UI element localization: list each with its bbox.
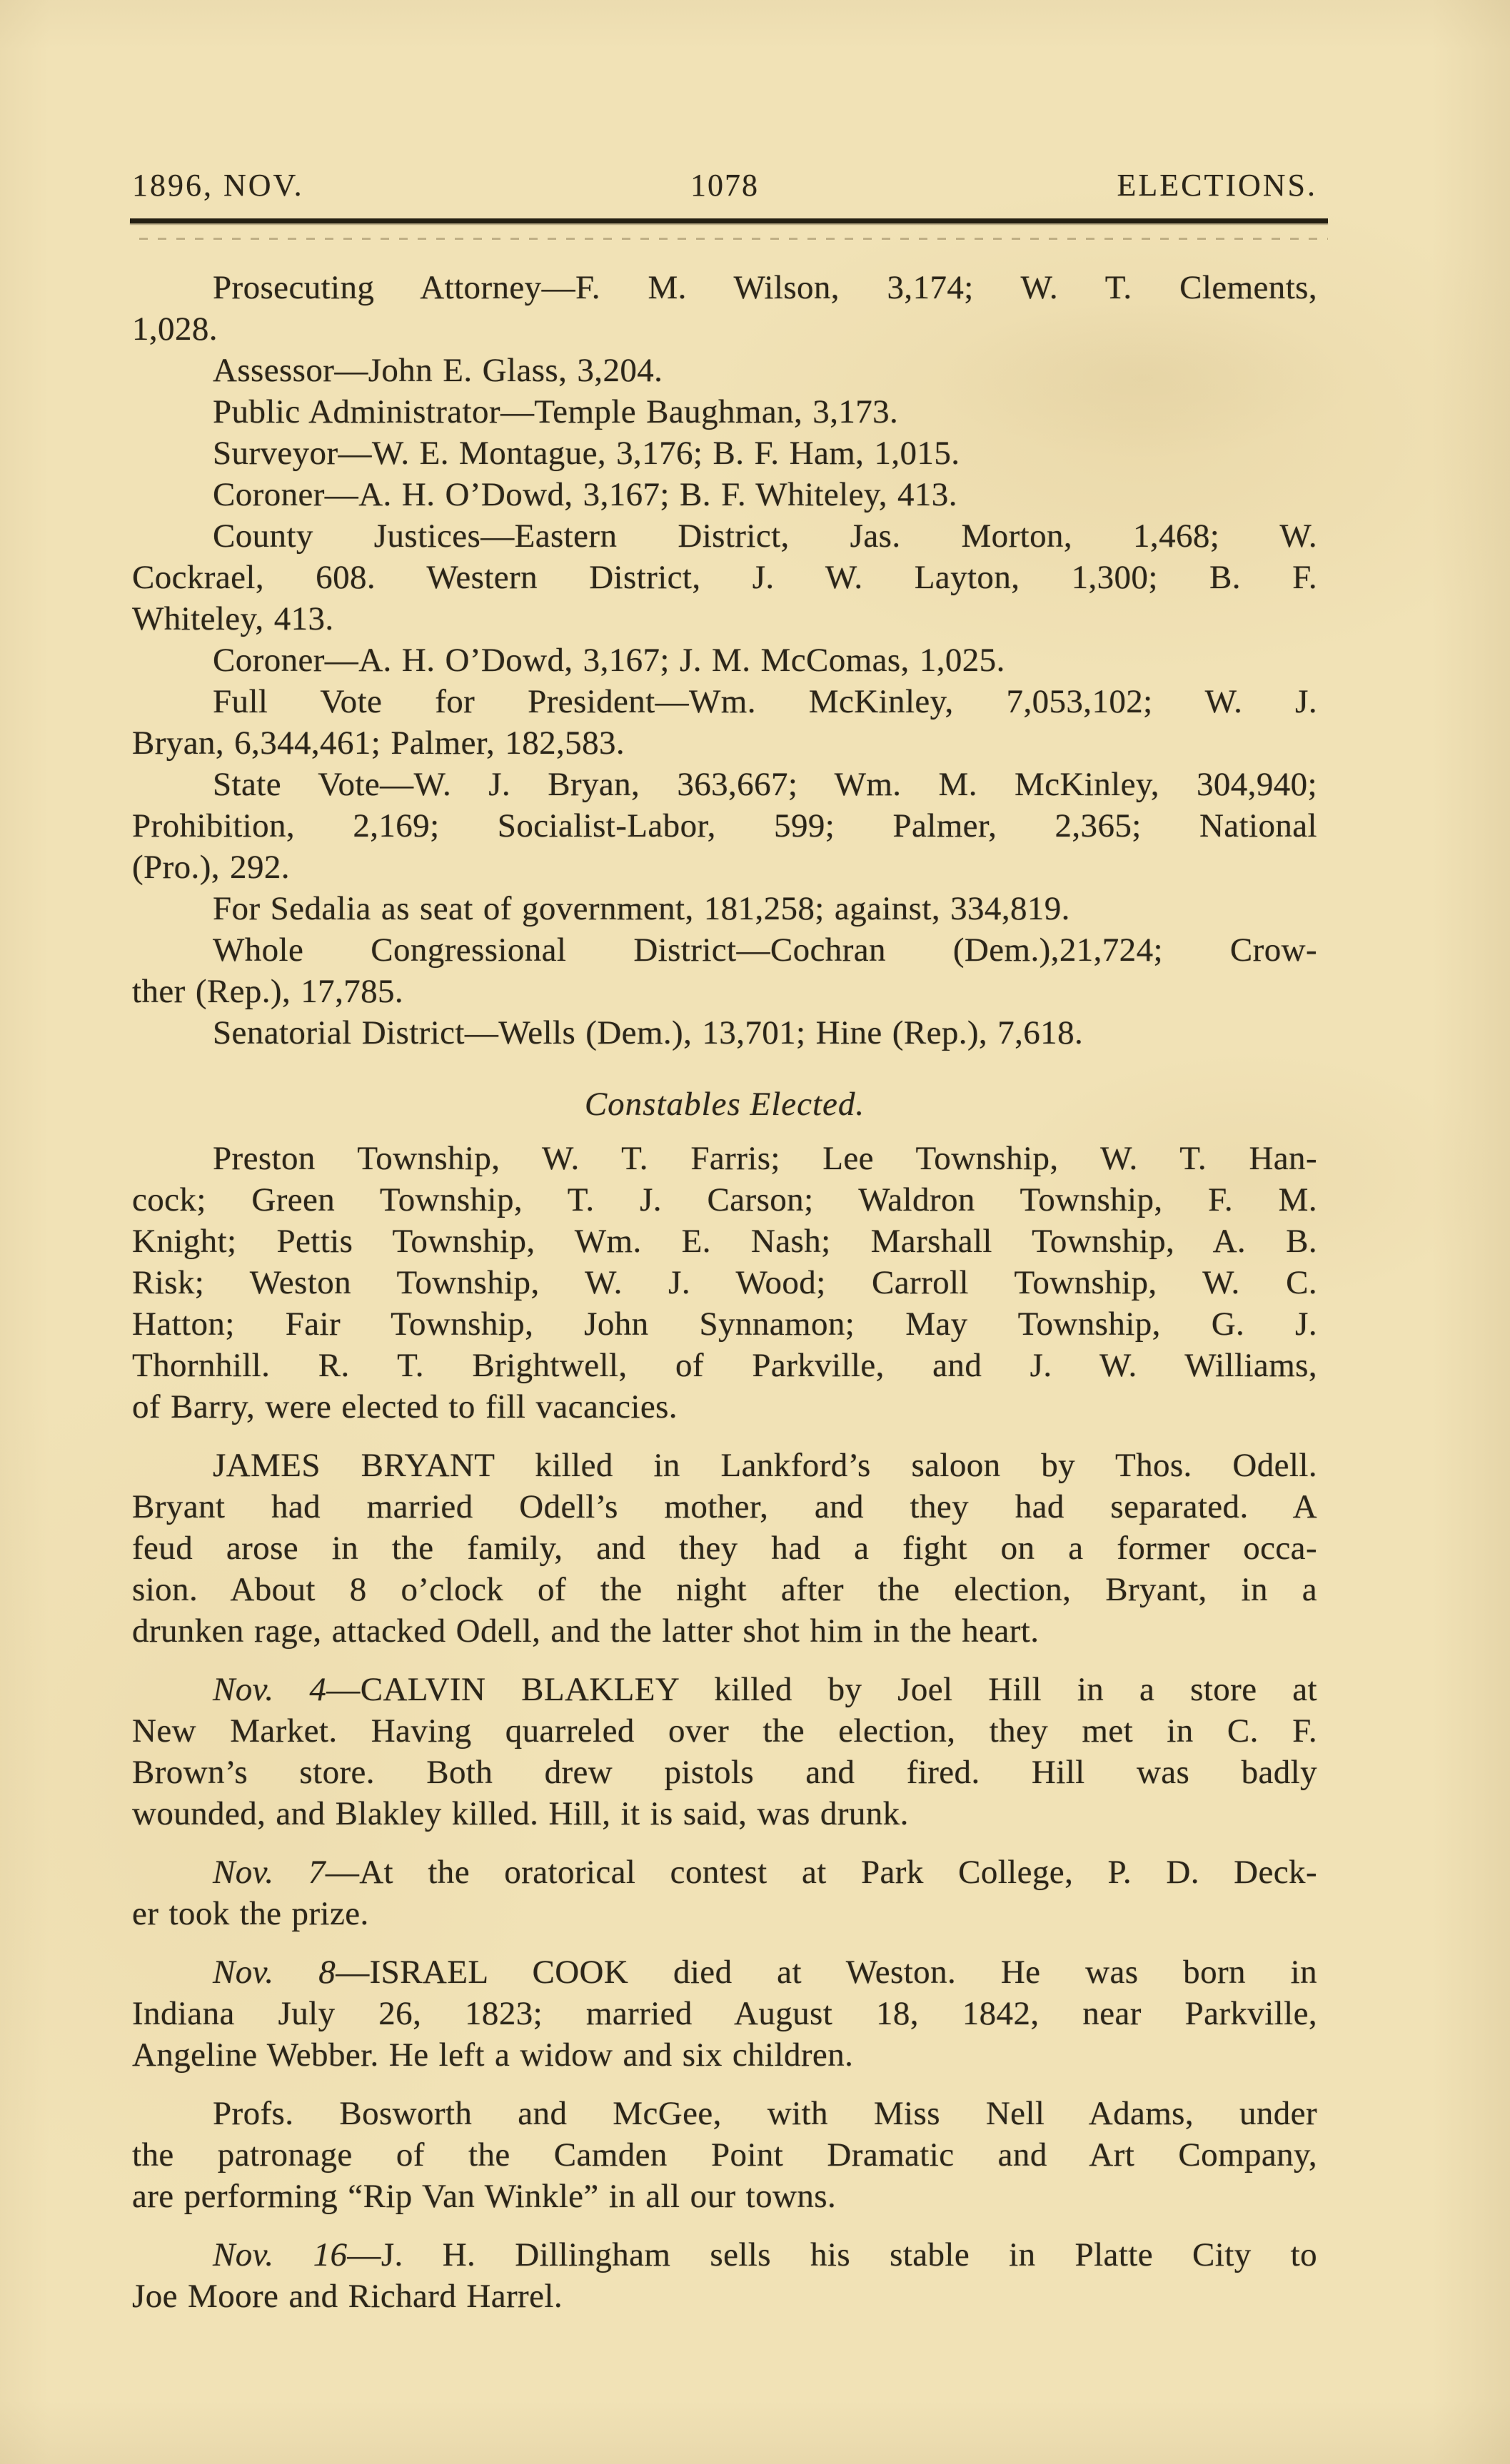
text-line: New Market. Having quarreled over the election, they met in C. F. — [132, 1712, 1317, 1749]
text-line: Whole Congressional District—Cochran (Dem.),21,724; Crow- — [213, 931, 1317, 969]
paragraph — [132, 681, 1317, 764]
running-header — [132, 170, 1317, 201]
text-line: Brown’s store. Both drew pistols and fired. Hill was badly — [132, 1754, 1317, 1791]
text-line: Senatorial District—Wells (Dem.), 13,701; Hine (Rep.), 7,618. — [213, 1014, 1084, 1051]
text-line: 1,028. — [132, 310, 218, 348]
paragraph — [132, 1669, 1317, 1834]
paragraph — [132, 433, 1317, 474]
header-rule — [130, 218, 1328, 223]
header-section-title: ELECTIONS. — [1117, 168, 1317, 203]
text-line: er took the prize. — [132, 1895, 369, 1932]
text-line: Prohibition, 2,169; Socialist-Labor, 599; Palmer, 2,365; National — [132, 807, 1317, 844]
text-line: Nov. 8—ISRAEL COOK died at Weston. He was born in — [213, 1954, 1317, 1991]
text-line: For Sedalia as seat of government, 181,258; against, 334,819. — [213, 890, 1070, 927]
paragraph — [132, 2234, 1317, 2317]
paragraph — [132, 640, 1317, 681]
paragraph — [132, 888, 1317, 929]
text-line: Cockrael, 608. Western District, J. W. Layton, 1,300; B. F. — [132, 559, 1317, 596]
text-line: drunken rage, attacked Odell, and the latter shot him in the heart. — [132, 1612, 1040, 1650]
text-line: Preston Township, W. T. Farris; Lee Township, W. T. Han- — [213, 1140, 1317, 1177]
text-line: are performing “Rip Van Winkle” in all our towns. — [132, 2178, 837, 2215]
text-line: Thornhill. R. T. Brightwell, of Parkville, and J. W. Williams, — [132, 1347, 1317, 1384]
date-lead: Nov. 8 — [213, 1954, 336, 1991]
text-line: Risk; Weston Township, W. J. Wood; Carroll Township, W. C. — [132, 1264, 1317, 1301]
date-lead: Nov. 7 — [213, 1854, 326, 1891]
paragraph — [132, 764, 1317, 888]
page-text — [132, 267, 1317, 2317]
date-lead: Nov. 4 — [213, 1671, 327, 1708]
header-rule-ghost — [139, 238, 1328, 240]
paragraph — [132, 515, 1317, 640]
text-line: Nov. 7—At the oratorical contest at Park College, P. D. Deck- — [213, 1854, 1317, 1891]
paragraph — [132, 2093, 1317, 2217]
text-line: Coroner—A. H. O’Dowd, 3,167; B. F. Whiteley, 413. — [213, 476, 957, 513]
text-line: Coroner—A. H. O’Dowd, 3,167; J. M. McComas, 1,025. — [213, 642, 1005, 679]
paragraph — [132, 1012, 1317, 1054]
text-line: State Vote—W. J. Bryan, 363,667; Wm. M. McKinley, 304,940; — [213, 766, 1317, 803]
text-line: Whiteley, 413. — [132, 600, 334, 637]
text-line: Bryan, 6,344,461; Palmer, 182,583. — [132, 724, 625, 762]
text-line: Nov. 16—J. H. Dillingham sells his stable in Platte City to — [213, 2236, 1317, 2273]
text-line: feud arose in the family, and they had a fight on a former occa- — [132, 1530, 1317, 1567]
text-line: Bryant had married Odell’s mother, and they had separated. A — [132, 1488, 1317, 1525]
text-line: Public Administrator—Temple Baughman, 3,173. — [213, 393, 899, 430]
section-heading: Constables Elected. — [584, 1086, 865, 1123]
paragraph — [132, 474, 1317, 515]
text-line: ther (Rep.), 17,785. — [132, 973, 404, 1010]
text-line: the patronage of the Camden Point Dramatic and Art Company, — [132, 2136, 1317, 2173]
text-line: sion. About 8 o’clock of the night after the election, Bryant, in a — [132, 1571, 1317, 1608]
text-line: Full Vote for President—Wm. McKinley, 7,053,102; W. J. — [213, 683, 1317, 720]
text-line: Hatton; Fair Township, John Synnamon; May Township, G. J. — [132, 1306, 1317, 1343]
paragraph — [132, 1852, 1317, 1934]
text-line: Nov. 4—CALVIN BLAKLEY killed by Joel Hill in a store at — [213, 1671, 1317, 1708]
text-line: Joe Moore and Richard Harrel. — [132, 2278, 563, 2315]
paragraph — [132, 1138, 1317, 1428]
text-line: Assessor—John E. Glass, 3,204. — [213, 352, 663, 389]
text-line: County Justices—Eastern District, Jas. Morton, 1,468; W. — [213, 517, 1317, 555]
paragraph — [132, 929, 1317, 1012]
text-line: of Barry, were elected to fill vacancies. — [132, 1388, 678, 1425]
paragraph — [132, 1445, 1317, 1652]
header-date: 1896, NOV. — [132, 168, 304, 203]
date-lead: Nov. 16 — [213, 2236, 348, 2273]
text-line: Profs. Bosworth and McGee, with Miss Nell Adams, under — [213, 2095, 1317, 2132]
header-page-number: 1078 — [690, 168, 759, 203]
text-line: Prosecuting Attorney—F. M. Wilson, 3,174; W. T. Clements, — [213, 269, 1317, 306]
text-line: Angeline Webber. He left a widow and six children. — [132, 2036, 854, 2074]
text-line: (Pro.), 292. — [132, 849, 290, 886]
text-line: wounded, and Blakley killed. Hill, it is said, was drunk. — [132, 1795, 909, 1832]
paragraph — [132, 391, 1317, 433]
paragraph — [132, 267, 1317, 350]
text-line: Indiana July 26, 1823; married August 18, 1842, near Parkville, — [132, 1995, 1317, 2032]
text-line: Knight; Pettis Township, Wm. E. Nash; Marshall Township, A. B. — [132, 1223, 1317, 1260]
text-line: cock; Green Township, T. J. Carson; Waldron Township, F. M. — [132, 1181, 1317, 1218]
paragraph — [132, 350, 1317, 391]
text-line: JAMES BRYANT killed in Lankford’s saloon by Thos. Odell. — [213, 1447, 1317, 1484]
text-line: Surveyor—W. E. Montague, 3,176; B. F. Ham, 1,015. — [213, 435, 960, 472]
paragraph — [132, 1951, 1317, 2076]
